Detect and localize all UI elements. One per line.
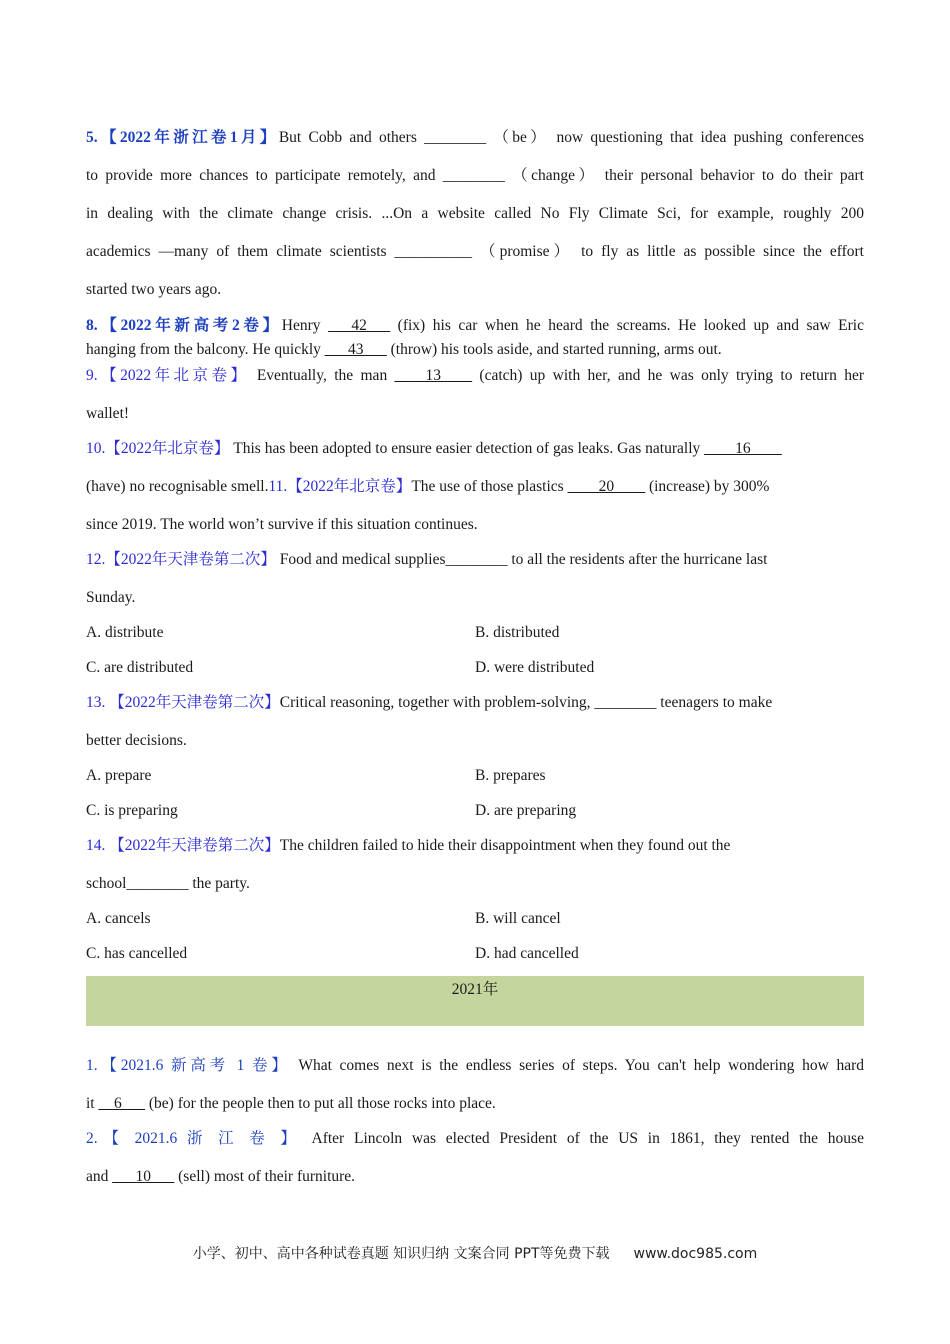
q14-option-d: D. had cancelled (475, 945, 579, 962)
q8-answer-43: ___43___ (324, 341, 387, 358)
q12-option-a: A. distribute (86, 624, 164, 641)
q9-answer-13: ____13____ (394, 367, 473, 384)
q9-line-1: 9.【2022年北京卷】 Eventually, the man ____13____ (catch) up with her, and he was only trying to return her (86, 367, 864, 384)
section-title: 2021年 (451, 981, 499, 998)
q14-source-tag: 14. 【2022年天津卷第二次】 (86, 837, 280, 854)
q8-line-1: 8.【2022年新高考2卷】Henry ___42___ (fix) his car when he heard the screams. He looked up and saw Eric (86, 317, 864, 334)
q2021-2-line-2: and ___10___ (sell) most of their furniture. (86, 1168, 356, 1185)
q13-line-2: better decisions. (86, 732, 187, 749)
footer-url[interactable]: www.doc985.com (633, 1246, 758, 1262)
q13-line-1: 13. 【2022年天津卷第二次】Critical reasoning, together with problem-solving, ________ teenagers to make (86, 694, 773, 711)
q2021-2-answer-10: ___10___ (112, 1168, 175, 1185)
q12-option-d: D. were distributed (475, 659, 595, 676)
q5-line-2: to provide more chances to participate remotely, and ________ （change） their personal behavior to do their part (86, 167, 864, 184)
q2021-1-line-1: 1.【2021.6 新高考 1 卷】 What comes next is the endless series of steps. You can't help wondering how hard (86, 1057, 864, 1074)
q9-source-tag: 9.【2022年北京卷】 (86, 367, 250, 384)
q5-line-4: academics —many of them climate scientists __________ （promise） to fly as little as possible since the effort (86, 243, 864, 260)
q10-source-tag: 10.【2022年北京卷】 (86, 440, 230, 457)
q10-line-1: 10.【2022年北京卷】 This has been adopted to ensure easier detection of gas leaks. Gas naturally ____16____ (86, 440, 782, 457)
q10-q11-line: (have) no recognisable smell.11.【2022年北京卷】The use of those plastics ____20____ (increase) by 300% (86, 478, 770, 495)
q12-source-tag: 12.【2022年天津卷第二次】 (86, 551, 276, 568)
q10-answer-16: ____16____ (704, 440, 782, 457)
q2021-1-line-2: it __6___ (be) for the people then to put all those rocks into place. (86, 1095, 496, 1112)
q2021-2-source-tag: 2.【 2021.6 浙 江 卷 】 (86, 1130, 302, 1147)
q14-option-a: A. cancels (86, 910, 151, 927)
q11-source-tag: 11.【2022年北京卷】 (268, 478, 412, 495)
q2021-1-source-tag: 1.【2021.6 新高考 1 卷】 (86, 1057, 291, 1074)
q12-option-c: C. are distributed (86, 659, 194, 676)
q8-answer-42: ___42___ (328, 317, 391, 334)
q11-answer-20: ____20____ (567, 478, 646, 495)
q11-line-2: since 2019. The world won’t survive if this situation continues. (86, 516, 478, 533)
q13-option-c: C. is preparing (86, 802, 178, 819)
q14-option-c: C. has cancelled (86, 945, 188, 962)
q14-option-b: B. will cancel (475, 910, 561, 927)
q12-option-b: B. distributed (475, 624, 560, 641)
q5-line-5: started two years ago. (86, 281, 222, 298)
q2021-2-line-1: 2.【 2021.6 浙 江 卷 】 After Lincoln was elected President of the US in 1861, they rented the house (86, 1130, 864, 1147)
q12-line-1: 12.【2022年天津卷第二次】 Food and medical supplies________ to all the residents after the hurricane last (86, 551, 768, 568)
section-banner-2021 (86, 976, 864, 1026)
q14-line-1: 14. 【2022年天津卷第二次】The children failed to hide their disappointment when they found out the (86, 837, 731, 854)
q8-source-tag: 8.【2022年新高考2卷】 (86, 317, 282, 334)
footer-text: 小学、初中、高中各种试卷真题 知识归纳 文案合同 PPT等免费下载 (192, 1246, 610, 1262)
q5-line-3: in dealing with the climate change crisis. ...On a website called No Fly Climate Sci, for example, roughly 200 (86, 205, 864, 222)
q12-line-2: Sunday. (86, 589, 136, 606)
q13-source-tag: 13. 【2022年天津卷第二次】 (86, 694, 280, 711)
page-footer (0, 1243, 950, 1263)
q9-line-2: wallet! (86, 405, 130, 422)
q14-line-2: school________ the party. (86, 875, 250, 892)
q13-option-a: A. prepare (86, 767, 152, 784)
q13-option-d: D. are preparing (475, 802, 577, 819)
q5-line-1: 5.【2022年浙江卷1月】But Cobb and others ________ （be） now questioning that idea pushing conferences (86, 129, 864, 146)
q13-option-b: B. prepares (475, 767, 546, 784)
q2021-1-answer-6: __6___ (98, 1095, 145, 1112)
q8-line-2: hanging from the balcony. He quickly ___43___ (throw) his tools aside, and started running, arms out. (86, 341, 722, 358)
q5-source-tag: 5.【2022年浙江卷1月】 (86, 129, 279, 146)
